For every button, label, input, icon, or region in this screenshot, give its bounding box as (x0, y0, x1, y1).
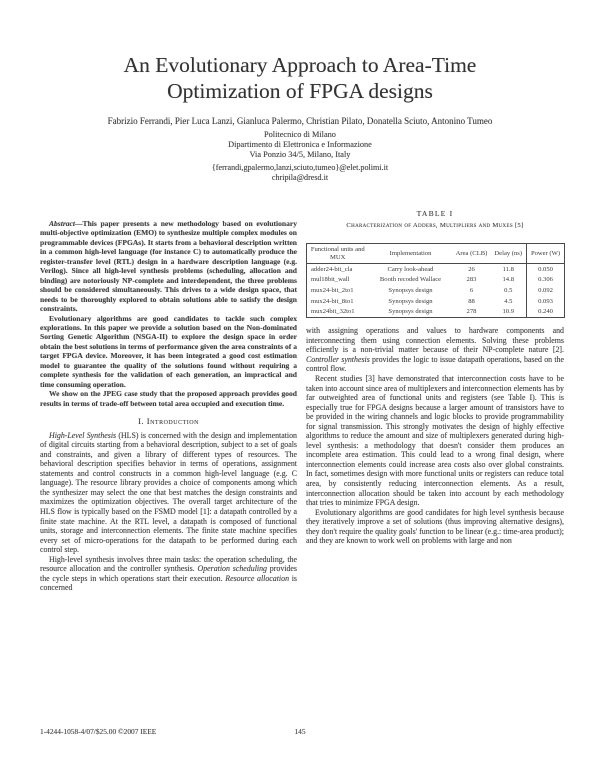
table-cell-power: 0.050 (527, 264, 565, 275)
table-cell-implementation: Synopsys design (388, 297, 433, 305)
table-cell-area: 26 (468, 265, 475, 273)
intro-paragraph-1-text: (HLS) is concerned with the design and implementation of digital circuits starting from a behavioral description, subject to a set of goals and constraints, and given a library of different types of resources. The behavioral description specifies behavior in terms of operations, assignment statements and control constructs in a common high-level language (e.g. C language). The resource library provides a choice of components among which the synthesizer may select the one that best matches the design constraints and maximizes the optimization objectives. The overall target architecture of the HLS flow is typically based on the FSMD model [1]: a datapath controlled by a finite state machine. At the RTL level, a datapath is composed of functional units, storage and interconnection elements. The finite state machine specifies every set of micro-operations for the datapath to be performed during each control step. (40, 430, 298, 555)
abstract-paragraph-1 (40, 219, 297, 314)
components-table (306, 243, 565, 318)
affiliation-block (0, 130, 600, 161)
body-paragraph-seg2: provides the logic to issue datapath operations, based on the control flow. (306, 354, 564, 374)
section-heading-introduction: I. Introduction (138, 416, 199, 427)
page-number: 145 (294, 727, 306, 736)
intro-paragraph-1 (40, 431, 297, 555)
abstract-paragraph-1-text: —This paper presents a new methodology based on evolutionary multi-objective optimization (EMO) to synthesize multiple complex modules on programmable devices (FPGAs). It starts from a behavioral description written in a common high-level language (for instance C) to automatically produce the register-transfer level (RTL) design in a hardware description language (e.g. Verilog). Since all high-level synthesis problems (scheduling, allocation and binding) are notoriously NP-complete and interdependent, the three problems should be considered simultaneously. This drives to a wide design space, that needs to be thoroughly explored to obtain solutions able to satisfy the design constraints. (40, 219, 297, 314)
table-cell-implementation: Synopsys design (388, 308, 433, 316)
table-cell-delay: 4.5 (504, 297, 513, 305)
authors-line: Fabrizio Ferrandi, Pier Luca Lanzi, Gianluca Palermo, Christian Pilato, Donatella Sciuto, Antonino Tumeo (107, 116, 493, 126)
table-cell-area: 278 (466, 308, 477, 316)
table-row (307, 285, 565, 296)
table-cell-area: 283 (466, 276, 477, 284)
table-cell-power: 0.092 (527, 285, 565, 296)
email-line-1: {ferrandi,gpalermo,lanzi,sciuto,tumeo}@elet.polimi.it (211, 162, 389, 172)
affiliation-department: Dipartimento di Elettronica e Informazione (228, 140, 372, 150)
affiliation-address: Via Ponzio 34/5, Milano, Italy (249, 150, 351, 160)
table-cell-delay: 0.5 (504, 286, 513, 294)
table-row (307, 307, 565, 318)
intro-paragraph-2-italic1: Operation scheduling (197, 564, 267, 574)
table-caption-label: TABLE I (416, 209, 454, 218)
table-cell-unit: mul18bit_wall (311, 276, 350, 284)
body-paragraph-seg1: with assigning operations and values to hardware components and interconnecting them using connection elements. Solving these problems efficiently is a non-trivial matter because of their NP-complete nature [2]. (306, 326, 564, 355)
intro-paragraph-2-italic2: Resource allocation (225, 573, 290, 583)
table-header-delay: Delay (ns) (491, 244, 527, 264)
table-caption-text: Characterization of Adders, Multipliers and Muxes [5] (346, 221, 524, 229)
column-right (306, 209, 564, 546)
table-cell-unit: adder24-bit_cla (311, 265, 353, 273)
email-line-2: chripila@dresd.it (271, 172, 329, 182)
intro-paragraph-2-seg2: provides the cycle steps in which operations start their execution. (40, 564, 297, 583)
intro-paragraph-2-seg1: High-level synthesis involves three main tasks: the operation scheduling, the resource allocation and the controller synthesis. (40, 554, 297, 574)
table-header-implementation: Implementation (369, 244, 453, 264)
table-header-power: Power (W) (527, 244, 565, 264)
paper-title (0, 52, 600, 104)
table-cell-unit: mux24bit_32to1 (311, 308, 355, 316)
table-cell-delay: 11.8 (502, 265, 514, 273)
table-row (307, 264, 565, 275)
intro-paragraph-2-seg3: is concerned (40, 573, 297, 593)
table-cell-power: 0.240 (527, 307, 565, 318)
abstract-paragraph-2: Evolutionary algorithms are good candidates to tackle such complex explorations. In this paper we provide a solution based on the Non-dominated Sorting Genetic Algorithm (NSGA-II) to explore the design space in order obtain the best solutions in terms of performance given the area constraints of a target FPGA device. Moreover, it has been integrated a good cost estimation model to guarantee the quality of the solutions found without requiring a complete synthesis for the validation of each generation, an impractical and time consuming operation. (40, 313, 297, 389)
abstract-section (40, 219, 297, 408)
title-line-1: An Evolutionary Approach to Area-Time (123, 53, 477, 77)
table-cell-unit: mux24-bit_8to1 (311, 297, 354, 305)
table-header-functional-units: Functional units and MUX (307, 244, 369, 264)
affiliation-institution: Politecnico di Milano (264, 130, 336, 139)
abstract-lead: Abstract (49, 219, 75, 228)
table-cell-power: 0.093 (527, 296, 565, 307)
intro-paragraph-2 (40, 555, 297, 593)
title-line-2: Optimization of FPGA designs (167, 79, 433, 103)
body-paragraph-evolutionary: Evolutionary algorithms are good candidates for high level synthesis because they iteratively improve a set of solutions (thus improving alternative designs), they don't require the quality goals' function to be linear (e.g.: time-area product); and they are known to work well on problems with large and non (306, 507, 564, 546)
column-left (40, 219, 297, 593)
table-cell-delay: 10.9 (502, 308, 515, 316)
intro-paragraph-1-lead: High-Level Synthesis (49, 430, 117, 440)
table-header-row (307, 244, 565, 264)
footer-copyright: 1-4244-1058-4/07/$25.00 ©2007 IEEE (40, 727, 157, 736)
table-cell-unit: mux24-bit_2to1 (311, 286, 354, 294)
table-cell-implementation: Synopsys design (388, 286, 433, 294)
abstract-paragraph-3: We show on the JPEG case study that the proposed approach provides good results in terms of trade-off between total area occupied and execution time. (40, 389, 297, 408)
table-cell-implementation: Carry look-ahead (387, 265, 434, 273)
body-paragraph-continuation (306, 326, 564, 374)
body-paragraph-recent-studies: Recent studies [3] have demonstrated that interconnection costs have to be taken into account since area of multiplexers and interconnection elements has by far outweighted area of functional units and registers (see Table I). This is especially true for FPGA designs because a larger amount of transistors have to be provided in the wiring channels and logic blocks to provide programmability for signal transmission. This strongly motivates the design of highly effective algorithms to reduce the amount and size of multiplexers generated during high-level synthesis: a methodology that doesn't consider them produces an incomplete area estimation. This could lead to a wrong final design, where interconnection elements could increase area costs also over global constraints. In fact, sometimes design with more functional units or registers can reduce total area, by consistently reducing interconnection elements. As a result, interconnection allocation should be taken into account by each methodology that tries to minimize FPGA design. (306, 373, 564, 508)
table-cell-area: 6 (469, 286, 474, 294)
table-cell-power: 0.306 (527, 275, 565, 286)
table-cell-delay: 14.8 (502, 276, 515, 284)
table-row (307, 296, 565, 307)
table-row (307, 275, 565, 286)
table-cell-area: 88 (468, 297, 475, 305)
email-block (0, 163, 600, 183)
table-caption (306, 209, 564, 230)
table-header-area: Area (CLB) (453, 244, 491, 264)
table-cell-implementation: Booth recoded Wallace (379, 276, 442, 284)
paper-header (0, 52, 600, 183)
body-paragraph-italic: Controller synthesis (306, 354, 370, 364)
